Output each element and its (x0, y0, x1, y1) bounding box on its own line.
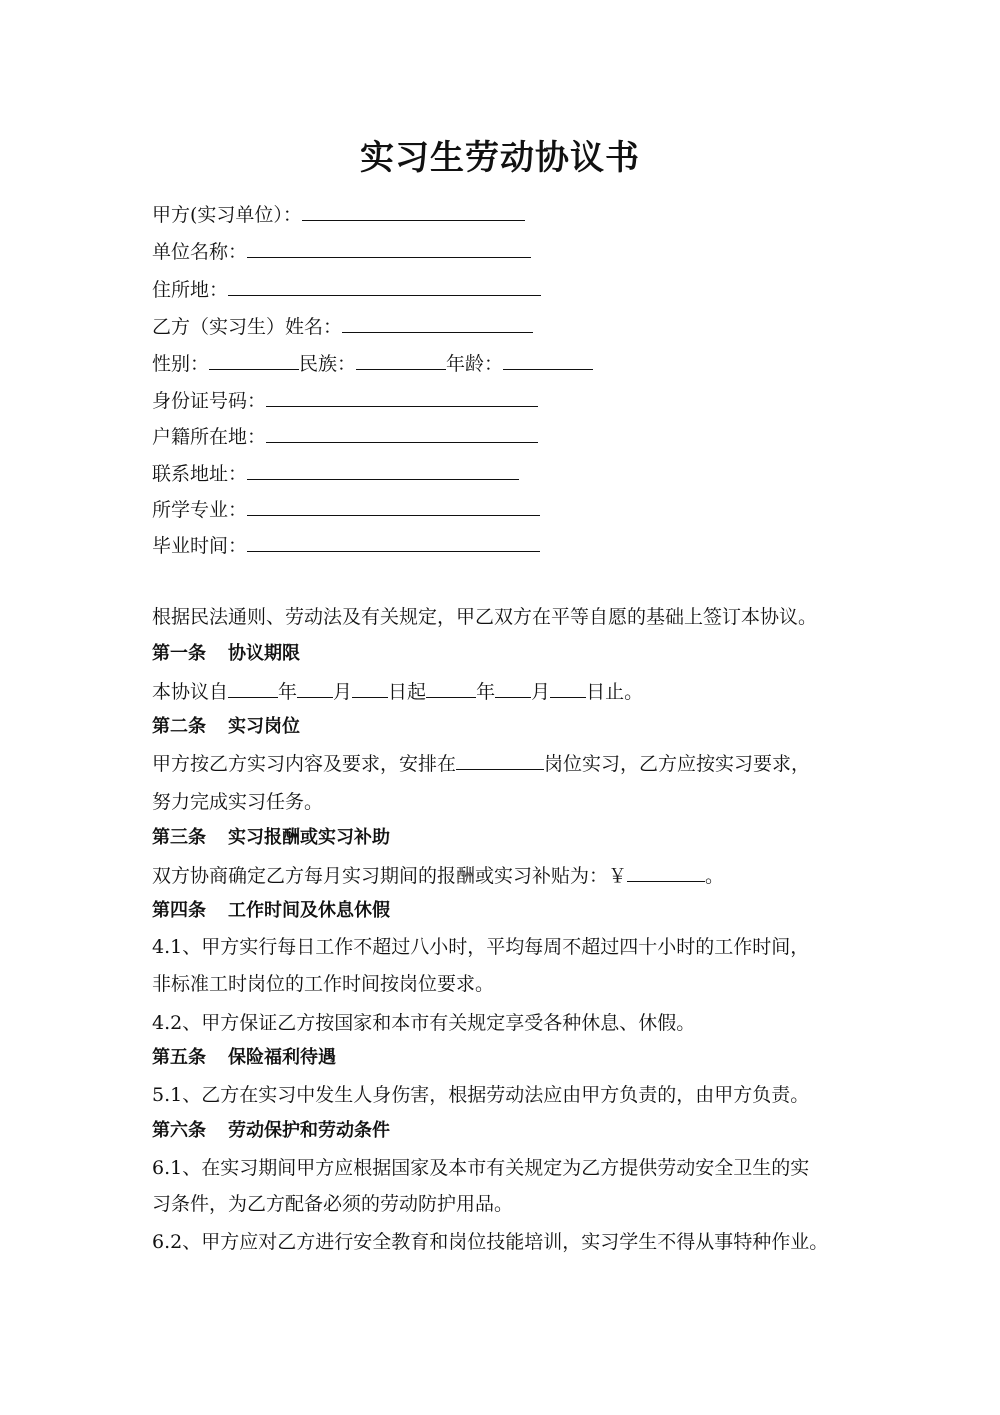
article-2-number: 第二条 (152, 716, 206, 737)
post-blank[interactable] (456, 749, 544, 770)
article-2-heading (152, 713, 300, 741)
major-label: 所学专业： (152, 499, 248, 521)
article-5-number: 第五条 (152, 1047, 206, 1068)
party-b-name-label: 乙方（实习生）姓名： (152, 316, 343, 338)
end-year-blank[interactable] (426, 677, 476, 698)
end-month-label: 月 (531, 681, 551, 703)
gender-label: 性别： (152, 353, 210, 375)
article-3-heading (152, 824, 390, 852)
article-6-heading (152, 1117, 390, 1145)
end-year-label: 年 (476, 681, 496, 703)
start-day-label: 日起 (388, 681, 427, 703)
article-6-title: 劳动保护和劳动条件 (228, 1120, 390, 1141)
start-month-label: 月 (333, 681, 353, 703)
ethnicity-blank[interactable] (356, 349, 446, 370)
unit-name-label: 单位名称： (152, 241, 248, 263)
article-3-title: 实习报酬或实习补助 (228, 827, 390, 848)
article-6-number: 第六条 (152, 1120, 206, 1141)
article-1-number: 第一条 (152, 643, 206, 664)
address-label: 住所地： (152, 279, 229, 301)
major-blank[interactable] (247, 495, 540, 516)
graduation-time-field (152, 531, 540, 559)
contact-address-field (152, 459, 519, 487)
intro-paragraph: 根据民法通则、劳动法及有关规定，甲乙双方在平等自愿的基础上签订本协议。 (152, 606, 818, 628)
article-5-title: 保险福利待遇 (228, 1047, 336, 1068)
age-label: 年龄： (446, 353, 504, 375)
article-1-heading (152, 640, 300, 668)
term-prefix: 本协议自 (152, 681, 229, 703)
post-text-part1: 甲方按乙方实习内容及要求，安排在 (152, 753, 457, 775)
article-1-title: 协议期限 (228, 643, 300, 664)
pay-amount-blank[interactable] (627, 861, 705, 882)
contact-address-label: 联系地址： (152, 463, 248, 485)
end-day-label: 日止。 (586, 681, 644, 703)
clause-6-1-line-1: 6.1、在实习期间甲方应根据国家及本市有关规定为乙方提供劳动安全卫生的实 (152, 1157, 810, 1179)
address-field (152, 275, 541, 303)
id-number-blank[interactable] (266, 386, 538, 407)
article-4-title: 工作时间及休息休假 (228, 900, 390, 921)
start-year-label: 年 (278, 681, 298, 703)
article-2-title: 实习岗位 (228, 716, 300, 737)
article-3-number: 第三条 (152, 827, 206, 848)
clause-4-2: 4.2、甲方保证乙方按国家和本市有关规定享受各种休息、休假。 (152, 1012, 696, 1034)
article-5-heading (152, 1044, 336, 1072)
household-location-field (152, 422, 538, 450)
pay-text-part2: 。 (705, 865, 725, 887)
article-4-heading (152, 897, 390, 925)
major-field (152, 495, 540, 523)
graduation-time-blank[interactable] (247, 531, 540, 552)
address-blank[interactable] (228, 275, 541, 296)
graduation-time-label: 毕业时间： (152, 535, 248, 557)
post-text-part2: 岗位实习，乙方应按实习要求， (544, 753, 811, 775)
party-a-blank[interactable] (302, 200, 525, 221)
unit-name-blank[interactable] (247, 237, 531, 258)
post-line-1 (152, 749, 810, 777)
clause-4-1-line-2: 非标准工时岗位的工作时间按岗位要求。 (152, 973, 495, 995)
start-year-blank[interactable] (228, 677, 278, 698)
gender-blank[interactable] (209, 349, 299, 370)
pay-text-part1: 双方协商确定乙方每月实习期间的报酬或实习补贴为：￥ (152, 865, 628, 887)
clause-6-1-line-2: 习条件，为乙方配备必须的劳动防护用品。 (152, 1193, 514, 1215)
clause-5-1: 5.1、乙方在实习中发生人身伤害，根据劳动法应由甲方负责的，由甲方负责。 (152, 1084, 810, 1106)
party-b-name-blank[interactable] (342, 312, 533, 333)
id-number-field (152, 386, 538, 414)
end-month-blank[interactable] (495, 677, 531, 698)
gender-ethnicity-age-row (152, 349, 593, 377)
household-location-blank[interactable] (266, 422, 538, 443)
household-location-label: 户籍所在地： (152, 426, 267, 448)
clause-6-2: 6.2、甲方应对乙方进行安全教育和岗位技能培训，实习学生不得从事特种作业。 (152, 1231, 829, 1253)
party-b-name-field (152, 312, 533, 340)
unit-name-field (152, 237, 531, 265)
id-number-label: 身份证号码： (152, 390, 267, 412)
contact-address-blank[interactable] (247, 459, 519, 480)
party-a-field (152, 200, 525, 228)
party-a-label: 甲方(实习单位）： (152, 204, 302, 226)
start-day-blank[interactable] (352, 677, 388, 698)
start-month-blank[interactable] (297, 677, 333, 698)
pay-line (152, 861, 724, 889)
post-line-2: 努力完成实习任务。 (152, 791, 324, 813)
document-title: 实习生劳动协议书 (360, 138, 640, 178)
ethnicity-label: 民族： (299, 353, 357, 375)
article-4-number: 第四条 (152, 900, 206, 921)
end-day-blank[interactable] (550, 677, 586, 698)
term-line (152, 677, 643, 705)
age-blank[interactable] (503, 349, 593, 370)
clause-4-1-line-1: 4.1、甲方实行每日工作不超过八小时，平均每周不超过四十小时的工作时间， (152, 936, 810, 958)
